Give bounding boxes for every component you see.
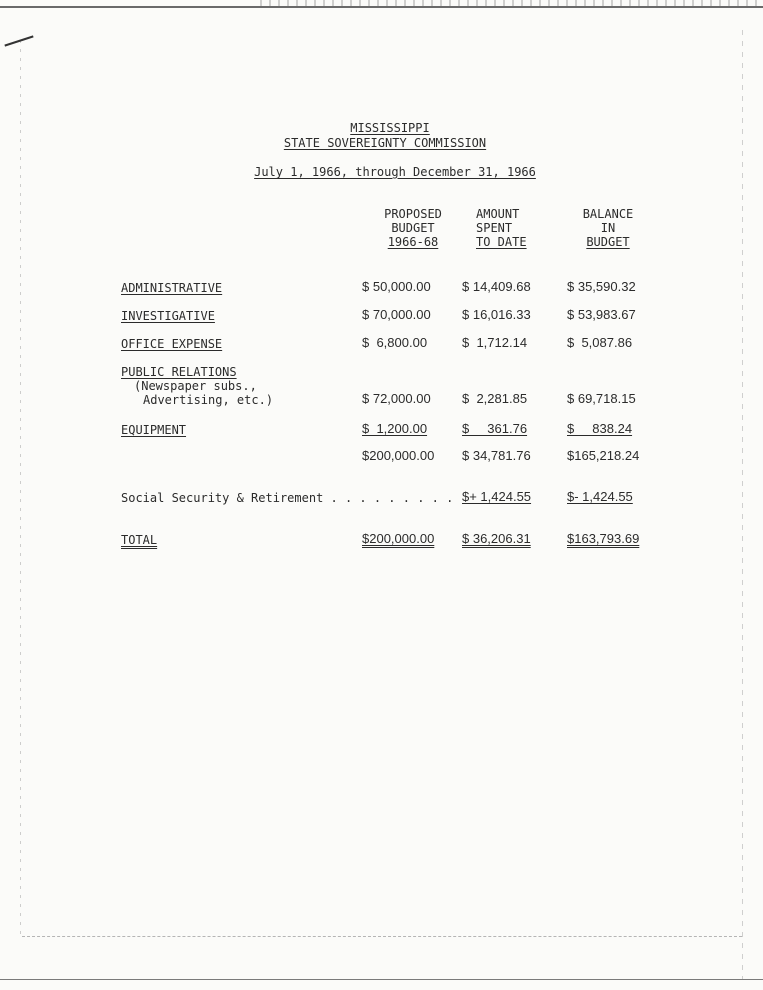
col-balance-line1: BALANCE [582,207,634,221]
row-equipment-label: EQUIPMENT [121,423,187,437]
row-investigative-budget: $ 70,000.00 [362,307,431,322]
social-security-spent: $+ 1,424.55 [462,489,532,504]
row-public-relations-sub2: Advertising, etc.) [143,393,274,407]
pen-mark [4,35,33,46]
row-administrative-balance: $ 35,590.32 [567,279,636,294]
col-budget-line2: BUDGET [391,221,435,235]
row-administrative-budget: $ 50,000.00 [362,279,431,294]
row-equipment-budget: $ 1,200.00 [362,421,428,436]
row-office-expense-budget: $ 6,800.00 [362,335,428,350]
total-balance: $163,793.69 [567,531,640,546]
social-security-label: Social Security & Retirement . . . . . . . . . [121,491,454,505]
scan-left-edge [20,40,21,940]
total-label: TOTAL [121,533,158,547]
col-budget-line1: PROPOSED [384,207,442,221]
row-public-relations-budget: $ 72,000.00 [362,391,431,406]
total-budget: $200,000.00 [362,531,435,546]
subtotal-budget: $200,000.00 [362,448,435,463]
row-investigative-spent: $ 16,016.33 [462,307,531,322]
scan-top-rule [0,6,763,8]
row-investigative-label: INVESTIGATIVE [121,309,215,323]
row-public-relations-sub1: (Newspaper subs., [134,379,257,393]
org-name: STATE SOVEREIGNTY COMMISSION [283,136,487,150]
scan-right-edge [742,30,743,980]
col-spent-line2: SPENT [476,221,513,235]
col-balance-line3: BUDGET [586,235,630,249]
social-security-balance: $- 1,424.55 [567,489,633,504]
report-period: July 1, 1966, through December 31, 1966 [254,165,536,179]
row-public-relations-balance: $ 69,718.15 [567,391,636,406]
row-office-expense-spent: $ 1,712.14 [462,335,528,350]
row-investigative-balance: $ 53,983.67 [567,307,636,322]
row-public-relations-spent: $ 2,281.85 [462,391,528,406]
row-administrative-spent: $ 14,409.68 [462,279,531,294]
col-budget-line3: 1966-68 [387,235,439,249]
scan-bottom-band [22,936,742,980]
row-equipment-spent: $ 361.76 [462,421,528,436]
scan-bottom-rule [0,979,763,980]
row-office-expense-balance: $ 5,087.86 [567,335,633,350]
row-equipment-balance: $ 838.24 [567,421,633,436]
col-spent-line1: AMOUNT [476,207,520,221]
row-administrative-label: ADMINISTRATIVE [121,281,223,295]
subtotal-balance: $165,218.24 [567,448,640,463]
col-balance-line2: IN [600,221,616,235]
subtotal-spent: $ 34,781.76 [462,448,531,463]
total-spent: $ 36,206.31 [462,531,531,546]
row-public-relations-label: PUBLIC RELATIONS [121,365,237,379]
row-office-expense-label: OFFICE EXPENSE [121,337,223,351]
col-spent-line3: TO DATE [476,235,527,249]
org-state: MISSISSIPPI [350,121,430,135]
